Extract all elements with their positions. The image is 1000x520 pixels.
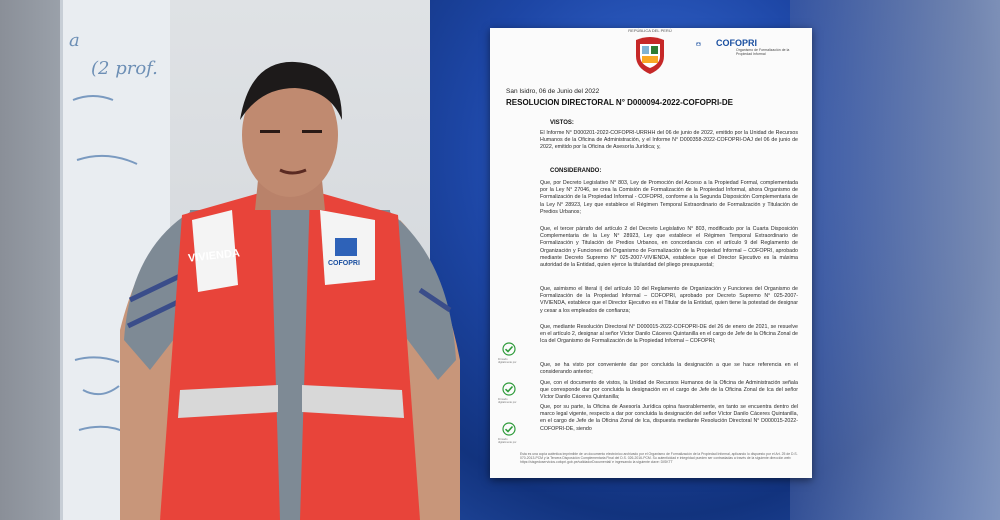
whiteboard-text: (2 prof. [91,58,158,79]
peru-coat-of-arms-icon [630,32,670,76]
considerando-paragraph: Que, mediante Resolución Directoral N° D000015-2022-COFOPRI-DE del 26 de enero de 2021, se resuelve en el artículo 2, designar al señor Víctor Danilo Cáceres Quintanilla en el cargo de Jefe de la Oficina Zonal de Ica del Organismo de Formalización de la Propiedad Informal – COFOPRI; [540,324,798,345]
digital-signature-check-icon [502,382,516,396]
digital-signature-check-icon [502,342,516,356]
cofopri-logo-subtitle: Organismo de Formalización de la Propiedad Informal [736,48,790,56]
seal-label: REPÚBLICA DEL PERÚ [628,28,672,33]
considerando-heading: CONSIDERANDO: [550,168,602,174]
signature-note: Firmado digitalmente por [498,398,517,405]
signature-note: Firmado digitalmente por [498,438,517,445]
cofopri-logo-text: COFOPRI [716,38,758,48]
vistos-text: El Informe N° D000201-2022-COFOPRI-URRHH del 06 de junio de 2022, emitido por la Unidad de Recursos Humanos de la Oficina de Administración, y el Informe N° D000358-2022-COFOPRI-OAJ del 06 de junio de 2022, emitido por la Oficina de Asesoría Jurídica; y, [540,130,798,151]
considerando-paragraph: Que, por Decreto Legislativo N° 803, Ley de Promoción del Acceso a la Propiedad Formal, complementada por la Ley N° 27046, se crea la Comisión de Formalización de la Propiedad Informal, ahora Organismo de Formalización de la Propiedad Informal - COFOPRI, conforme a la Segunda Disposición Complementaria de la Ley N° 28923, Ley que establece el Régimen Temporal Extraordinario de Formalización y Titulación de Predios Urbanos; [540,180,798,215]
considerando-paragraph: Que, por su parte, la Oficina de Asesoría Jurídica opina favorablemente, en tanto se encuentra dentro del marco legal vigente, respecto a dar por concluida la designación del señor Víctor Danilo Cáceres Quintanilla, en el cargo de Jefe de la Oficina Zonal de Ica, dispuesta mediante Resolución Directoral N° D000015-2022-COFOPRI-DE, siendo [540,404,798,432]
resolution-title: RESOLUCION DIRECTORAL N° D000094-2022-COFOPRI-DE [506,98,733,107]
digital-signature-check-icon [502,422,516,436]
document-date: San Isidro, 06 de Junio del 2022 [506,88,600,95]
right-blur [790,0,1000,520]
whiteboard-text: a [69,30,80,51]
considerando-paragraph: Que, asimismo el literal i) del artículo 10 del Reglamento de Organización y Funciones del Organismo de Formalización de la Propiedad Informal – COFOPRI, aprobado por Decreto Supremo N° 025-2007-VIVIENDA, establece que el Director Ejecutivo es el Titular de la Entidad, quien tiene la potestad de designar y cesar a los empleados de confianza; [540,286,798,314]
signature-note: Firmado digitalmente por [498,358,517,365]
considerando-paragraph: Que, se ha visto por conveniente dar por concluida la designación a que se hace referencia en el considerando anterior; [540,362,798,376]
vest-label: VIVIENDA [187,247,241,265]
considerando-paragraph: Que, el tercer párrafo del artículo 2 del Decreto Legislativo N° 803, modificado por la Cuarta Disposición Complementaria de la Ley N° 28923, Ley que establece el Régimen Temporal Extraordinario de Formalización y Titulación de Predios Urbanos, en concordancia con el artículo 9 del Reglamento de Organización y Funciones del Organismo de Formalización de la Propiedad Informal – COFOPRI, aprobado mediante Decreto Supremo N° 025-2007-VIVIENDA, establece que el Director Ejecutivo es la máxima autoridad de la Entidad, quien ejerce la titularidad del pliego presupuestal; [540,226,798,269]
resolution-document [490,28,812,478]
vest-badge-label: COFOPRI [328,260,360,267]
man-in-vest [120,40,460,520]
considerando-paragraph: Que, con el documento de vistos, la Unidad de Recursos Humanos de la Oficina de Administración señala que corresponde dar por concluida la designación en el cargo de Jefe de la Oficina Zonal de Ica del señor Víctor Danilo Cáceres Quintanilla; [540,380,798,401]
vistos-heading: VISTOS: [550,120,574,126]
cofopri-logo-icon [696,38,716,52]
document-footer: Esta es una copia auténtica imprimible de un documento electrónico archivado por el Organismo de Formalización de la Propiedad Informal, aplicando lo dispuesto por el Art. 25 de D.S. 070-2013-PCM y la Tercera Disposición Complementaria Final del D.S. 026-2016-PCM. Su autenticidad e integridad pueden ser contrastadas a través de la siguiente dirección web: https://sisgedoservicios.cofopri.gob.pe/validadorDocumental/ e ingresando la siguiente clave: DISKTT [520,452,798,465]
